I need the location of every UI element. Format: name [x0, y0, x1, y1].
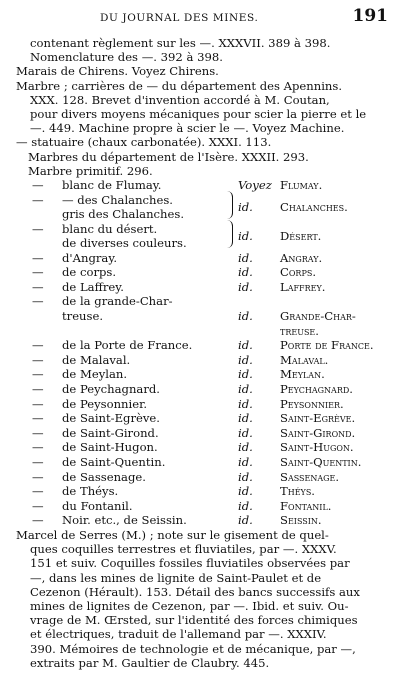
id-marker: id.	[238, 228, 253, 243]
marble-row	[30, 470, 388, 485]
marble-row	[30, 455, 388, 470]
page-header	[0, 6, 416, 30]
cross-reference: Meylan.	[280, 367, 325, 382]
cross-reference: Seissin.	[280, 513, 322, 528]
intro-block	[16, 36, 388, 178]
marble-row	[30, 353, 388, 368]
marble-description-second: gris des Chalanches.	[62, 206, 185, 221]
index-entry-line: Nomenclature des —. 392 à 398.	[30, 50, 223, 65]
index-text	[16, 36, 388, 670]
row-dash: —	[32, 250, 44, 265]
marble-row	[30, 426, 388, 441]
index-entry-line: ques coquilles terrestres et fluviatiles, par —. XXXV.	[30, 542, 337, 557]
cross-reference: Malaval.	[280, 352, 329, 367]
id-marker: id.	[238, 367, 253, 382]
row-dash: —	[32, 425, 44, 440]
running-head: DU JOURNAL DES MINES.	[100, 12, 259, 24]
index-entry-line: Marbre primitif. 296.	[28, 163, 153, 178]
marble-row	[30, 440, 388, 455]
marble-row	[30, 499, 388, 514]
marble-description: d'Angray.	[62, 250, 118, 265]
marble-description: de Peysonnier.	[62, 396, 148, 411]
marble-row	[30, 513, 388, 528]
marble-description: — des Chalanches.	[62, 192, 173, 207]
index-entry-line: XXX. 128. Brevet d'invention accordé à M. Coutan,	[30, 92, 330, 107]
id-marker: id.	[238, 338, 253, 353]
row-dash: —	[32, 367, 44, 382]
row-dash: —	[32, 484, 44, 499]
marble-row	[30, 324, 388, 339]
marble-row	[30, 280, 388, 295]
id-marker: id.	[238, 425, 253, 440]
marble-description: de Saint-Hugon.	[62, 440, 158, 455]
marble-row	[30, 294, 388, 309]
id-marker: id.	[238, 484, 253, 499]
index-entry-line: mines de lignites de Cezenon, par —. Ibid. et suiv. Ou-	[30, 598, 349, 613]
index-entry-line: —, dans les mines de lignite de Saint-Paulet et de	[30, 570, 322, 585]
cross-reference: Désert.	[280, 228, 322, 243]
row-dash: —	[32, 279, 44, 294]
id-marker: id.	[238, 440, 253, 455]
index-entry-line: Marcel de Serres (M.) ; note sur le gisement de quel-	[16, 527, 329, 542]
cross-reference: Porte de France.	[280, 338, 374, 353]
marble-description: treuse.	[62, 309, 104, 323]
index-entry-line: — statuaire (chaux carbonatée). XXXI. 113.	[16, 135, 272, 150]
id-marker: id.	[238, 513, 253, 528]
marble-description: blanc du désert.	[62, 221, 158, 236]
marble-row	[30, 193, 388, 222]
row-dash: —	[32, 469, 44, 484]
index-entry-line: 151 et suiv. Coquilles fossiles fluviatiles observées par	[30, 556, 350, 571]
marble-description: de Malaval.	[62, 352, 131, 367]
id-marker: id.	[238, 279, 253, 294]
marble-row	[30, 397, 388, 412]
id-marker: id.	[238, 265, 253, 280]
id-marker: id.	[238, 454, 253, 469]
index-entry-line: vrage de M. Œrsted, sur l'identité des forces chimiques	[30, 613, 358, 628]
page-number: 191	[352, 6, 388, 26]
cross-reference: Fontanil.	[280, 498, 332, 513]
cross-reference: Saint-Egrève.	[280, 411, 356, 426]
row-dash: —	[32, 338, 44, 353]
marble-row	[30, 178, 388, 193]
row-dash: —	[32, 513, 44, 528]
marble-description: de la Porte de France.	[62, 338, 193, 353]
marble-row	[30, 309, 388, 324]
row-dash: —	[32, 352, 44, 367]
cross-reference: Laffrey.	[280, 279, 326, 294]
index-entry-line: —. 449. Machine propre à scier le —. Voyez Machine.	[30, 121, 345, 136]
row-dash: —	[32, 498, 44, 513]
id-marker: id.	[238, 469, 253, 484]
id-marker: id.	[238, 309, 253, 323]
cross-reference: Saint-Girond.	[280, 425, 356, 440]
marble-row	[30, 367, 388, 382]
brace-mark	[226, 220, 233, 248]
marble-row	[30, 251, 388, 266]
index-entry-line: et électriques, traduit de l'allemand par —. XXXIV.	[30, 627, 327, 642]
cross-reference: Sassenage.	[280, 469, 340, 484]
cross-reference: Chalanches.	[280, 199, 348, 214]
row-dash: —	[32, 178, 44, 193]
marble-row	[30, 265, 388, 280]
marble-row	[30, 338, 388, 353]
row-dash: —	[32, 192, 44, 207]
row-dash: —	[32, 411, 44, 426]
marble-description: de corps.	[62, 265, 117, 280]
marble-description: de Sassenage.	[62, 469, 146, 484]
marble-description: du Fontanil.	[62, 498, 133, 513]
index-entry-line: Marbre ; carrières de — du département des Apennins.	[16, 78, 343, 93]
cross-reference: Angray.	[280, 250, 323, 265]
cross-reference: treuse.	[280, 323, 319, 338]
row-dash: —	[32, 396, 44, 411]
marble-description: blanc de Flumay.	[62, 178, 162, 193]
id-marker: id.	[238, 199, 253, 214]
row-dash: —	[32, 381, 44, 396]
row-dash: —	[32, 294, 44, 309]
id-marker: Voyez	[238, 178, 272, 193]
id-marker: id.	[238, 381, 253, 396]
index-entry-line: extraits par M. Gaultier de Claubry. 445.	[30, 655, 270, 670]
index-entry-line: Cezenon (Hérault). 153. Détail des bancs successifs aux	[30, 584, 360, 599]
cross-reference: Saint-Quentin.	[280, 454, 362, 469]
marble-description: de Peychagnard.	[62, 381, 160, 396]
marble-description: de Saint-Egrève.	[62, 411, 160, 426]
marble-row	[30, 484, 388, 499]
cross-reference: Peychagnard.	[280, 381, 353, 396]
cross-reference: Corps.	[280, 265, 317, 280]
marble-description: de Théys.	[62, 484, 119, 499]
cross-reference: Peysonnier.	[280, 396, 344, 411]
marble-description: de Meylan.	[62, 367, 128, 382]
marble-description: de Laffrey.	[62, 279, 124, 294]
row-dash: —	[32, 454, 44, 469]
cross-reference: Saint-Hugon.	[280, 440, 354, 455]
closing-block	[16, 528, 388, 670]
row-dash: —	[32, 440, 44, 455]
marble-row	[30, 411, 388, 426]
id-marker: id.	[238, 396, 253, 411]
index-entry-line: 390. Mémoires de technologie et de mécanique, par —,	[30, 641, 356, 656]
row-dash: —	[32, 265, 44, 280]
index-entry-line: Marbres du département de l'Isère. XXXII. 293.	[28, 149, 309, 164]
index-entry-line: Marais de Chirens. Voyez Chirens.	[16, 64, 219, 79]
cross-reference: Grande-Char-	[280, 309, 356, 323]
marble-description: de Saint-Girond.	[62, 425, 159, 440]
cross-reference: Théys.	[280, 484, 315, 499]
id-marker: id.	[238, 352, 253, 367]
id-marker: id.	[238, 250, 253, 265]
marble-description-second: de diverses couleurs.	[62, 235, 187, 250]
brace-mark	[226, 191, 233, 219]
marble-description: de la grande-Char-	[62, 294, 173, 309]
id-marker: id.	[238, 411, 253, 426]
cross-reference: Flumay.	[280, 178, 323, 193]
index-entry-line: pour divers moyens mécaniques pour scier la pierre et le	[30, 107, 367, 122]
id-marker: id.	[238, 498, 253, 513]
row-dash: —	[32, 221, 44, 236]
marble-row	[30, 222, 388, 251]
index-entry-line: contenant règlement sur les —. XXXVII. 389 à 398.	[30, 36, 331, 50]
marble-table	[30, 178, 388, 528]
marble-description: de Saint-Quentin.	[62, 454, 166, 469]
marble-row	[30, 382, 388, 397]
marble-description: Noir. etc., de Seissin.	[62, 513, 187, 528]
